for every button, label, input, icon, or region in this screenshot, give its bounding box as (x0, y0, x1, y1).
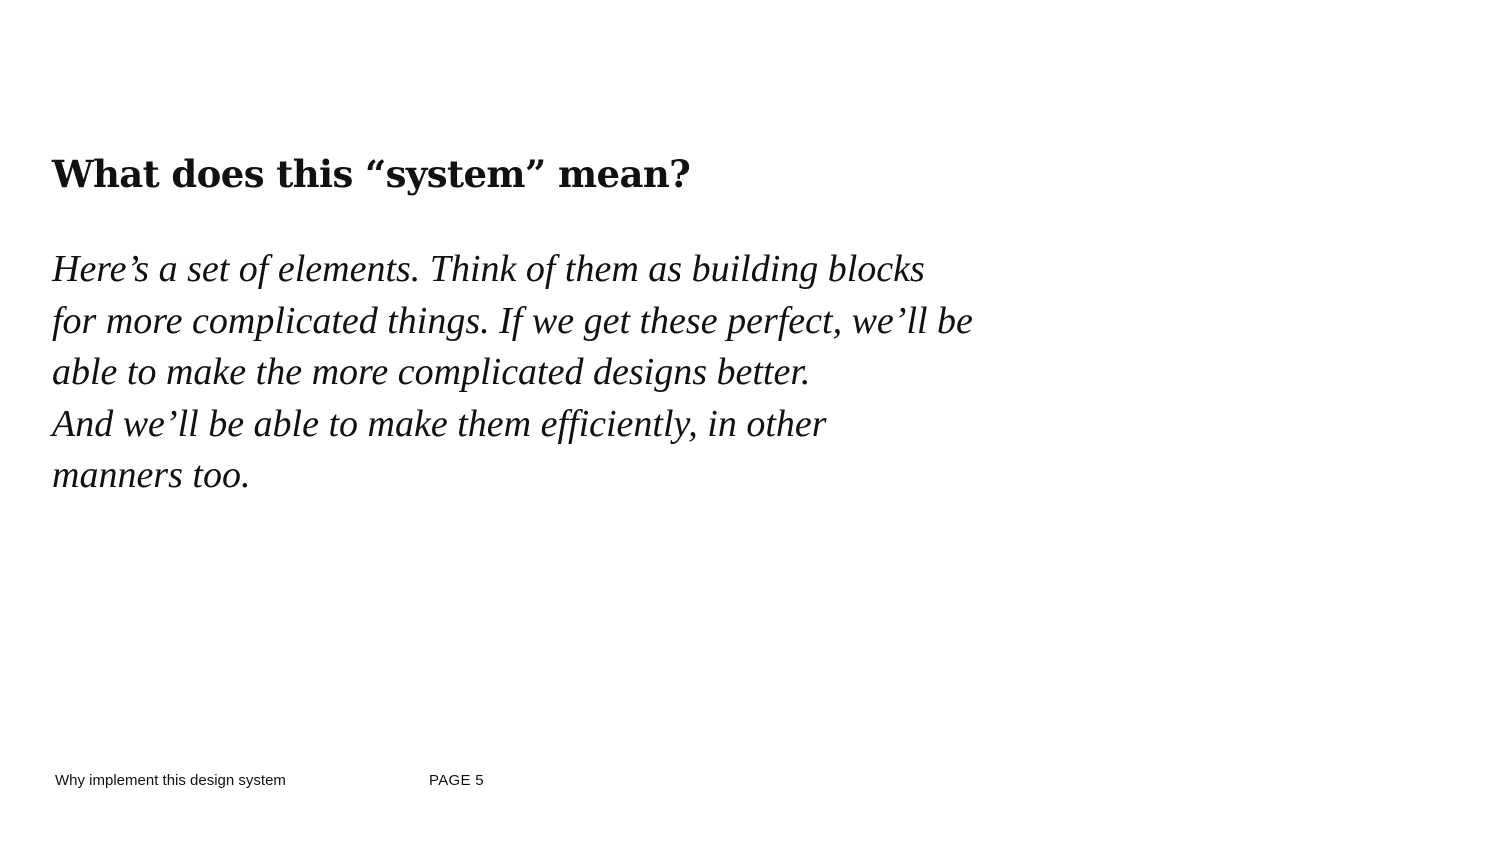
slide-body-text (52, 244, 973, 502)
body-line-1: Here’s a set of elements. Think of them as building blocks (52, 248, 925, 290)
body-line-2: for more complicated things. If we get these perfect, we’ll be (52, 299, 973, 342)
footer-section-title: Why implement this design system (55, 772, 286, 789)
footer-page-number: PAGE 5 (429, 772, 484, 789)
body-line-4: And we’ll be able to make them efficiently, in other (52, 402, 827, 445)
body-line-3: able to make the more complicated designs better. (52, 351, 811, 393)
body-line-5: manners too. (52, 454, 251, 496)
slide-title: What does this “system” mean? (52, 152, 691, 196)
